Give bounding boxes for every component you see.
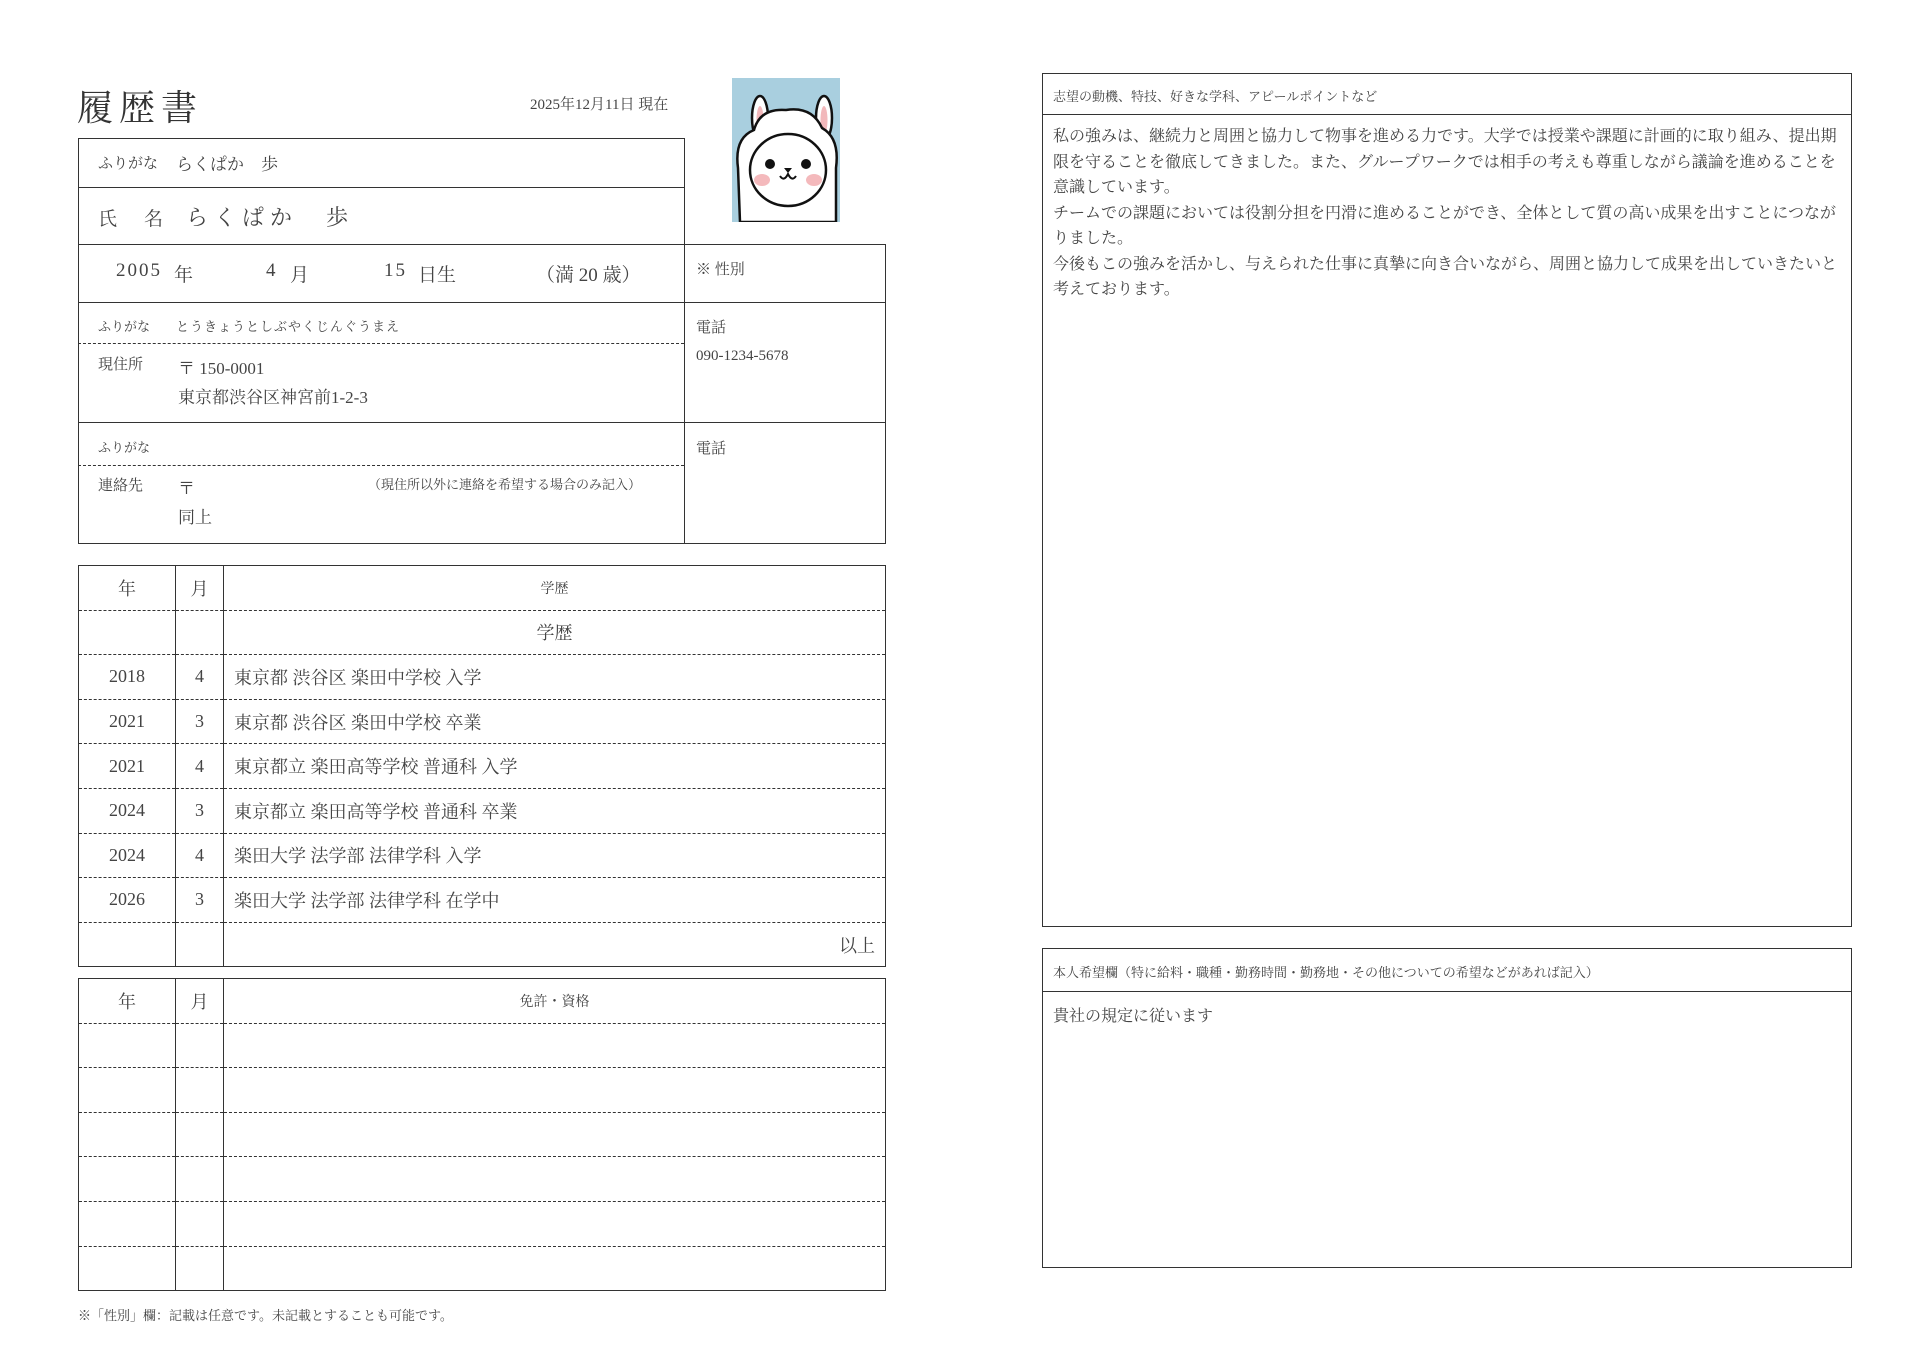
- footnote: ※「性別」欄：記載は任意です。未記載とすることも可能です。: [78, 1308, 453, 1323]
- name-label: 氏 名: [98, 209, 168, 230]
- birth-month-unit: 月: [290, 265, 310, 286]
- education-table: [78, 565, 886, 967]
- name-value[interactable]: らくぱか 歩: [186, 205, 355, 230]
- row-year[interactable]: 2021: [79, 744, 176, 789]
- header-year: 年: [118, 991, 136, 1012]
- photo: [732, 78, 840, 222]
- table-row: [79, 744, 886, 789]
- row-year[interactable]: 2024: [79, 833, 176, 878]
- contact-note: （現住所以外に連絡を希望する場合のみ記入）: [368, 477, 642, 492]
- address-phone-label: 電話: [696, 320, 727, 336]
- address-line[interactable]: 東京都渋谷区神宮前1-2-3: [178, 388, 368, 407]
- contact-furigana-label: ふりがな: [98, 440, 151, 455]
- gender-label: ※ 性別: [696, 262, 745, 278]
- contact-line[interactable]: 同上: [178, 508, 212, 527]
- row-month[interactable]: 3: [176, 788, 224, 833]
- row-text[interactable]: 東京都 渋谷区 楽田中学校 卒業: [224, 699, 886, 744]
- contact-phone-label: 電話: [696, 441, 727, 457]
- age: （満 20 歳）: [536, 265, 641, 286]
- table-row: [79, 788, 886, 833]
- table-row: [79, 1201, 886, 1246]
- table-header: [79, 566, 886, 611]
- row-year[interactable]: 2026: [79, 878, 176, 923]
- row-month[interactable]: 3: [176, 878, 224, 923]
- furigana-label: ふりがな: [98, 156, 159, 172]
- row-text[interactable]: 東京都立 楽田高等学校 普通科 卒業: [224, 788, 886, 833]
- table-row: [79, 1023, 886, 1068]
- table-header: [79, 979, 886, 1024]
- contact-label: 連絡先: [98, 478, 144, 494]
- table-row: [79, 1157, 886, 1202]
- motivation-label: 志望の動機、特技、好きな学科、アピールポイントなど: [1053, 89, 1378, 104]
- alpaca-photo-icon: [732, 78, 840, 222]
- row-text[interactable]: 楽田大学 法学部 法律学科 入学: [224, 833, 886, 878]
- table-row: [79, 610, 886, 655]
- header-license: 免許・資格: [224, 979, 886, 1024]
- motivation-text[interactable]: 私の強みは、継続力と周囲と協力して物事を進める力です。大学では授業や課題に計画的に取り組み、提出期限を守ることを徹底してきました。また、グループワークでは相手の考えも尊重しながら議論を進めることを意識しています。 チームでの課題においては役割分担を円滑に進めることができ、全体として質の高い成果を出すことにつながりました。 今後もこの強みを活かし、与えられた仕事に真摯に向き合いながら、周囲と協力して成果を出していきたいと考えております。: [1053, 128, 1838, 298]
- section-label: 学歴: [224, 610, 886, 655]
- name-furigana[interactable]: らくぱか 歩: [176, 155, 278, 174]
- birth-month[interactable]: 4: [266, 260, 276, 281]
- row-year[interactable]: 2018: [79, 655, 176, 700]
- table-row: [79, 655, 886, 700]
- birth-year-unit: 年: [174, 265, 194, 286]
- row-text[interactable]: 東京都立 楽田高等学校 普通科 入学: [224, 744, 886, 789]
- row-text[interactable]: 楽田大学 法学部 法律学科 在学中: [224, 878, 886, 923]
- birth-year[interactable]: 2005: [116, 260, 162, 281]
- row-month[interactable]: 4: [176, 833, 224, 878]
- wishes-text[interactable]: 貴社の規定に従います: [1053, 1008, 1214, 1025]
- row-month[interactable]: 4: [176, 655, 224, 700]
- address-furigana[interactable]: とうきょうとしぶやくじんぐうまえ: [176, 319, 401, 334]
- name-block: [78, 138, 685, 244]
- address-furigana-label: ふりがな: [98, 319, 151, 334]
- birth-day[interactable]: 15: [384, 260, 407, 281]
- table-row: [79, 878, 886, 923]
- row-text[interactable]: 東京都 渋谷区 楽田中学校 入学: [224, 655, 886, 700]
- row-year[interactable]: 2024: [79, 788, 176, 833]
- address-postal[interactable]: 〒 150-0001: [178, 359, 265, 378]
- end-label: 以上: [224, 922, 886, 967]
- address-label: 現住所: [98, 357, 144, 373]
- table-row: [79, 833, 886, 878]
- contact-postal[interactable]: 〒: [178, 479, 195, 498]
- wishes-box: [1042, 948, 1852, 1268]
- table-row: [79, 1246, 886, 1291]
- document-title: 履歴書: [77, 88, 204, 128]
- address-phone[interactable]: 090-1234-5678: [696, 348, 789, 364]
- table-row: [79, 699, 886, 744]
- header-month: 月: [176, 566, 224, 611]
- header-year: 年: [118, 578, 136, 599]
- row-year[interactable]: 2021: [79, 699, 176, 744]
- license-table: [78, 978, 886, 1291]
- document-date: 2025年12月11日 現在: [530, 97, 669, 113]
- header-education: 学歴: [224, 566, 886, 611]
- row-month[interactable]: 3: [176, 699, 224, 744]
- table-row: [79, 1112, 886, 1157]
- wishes-label: 本人希望欄（特に給料・職種・勤務時間・勤務地・その他についての希望などがあれば記入）: [1053, 965, 1599, 980]
- header-month: 月: [176, 979, 224, 1024]
- birth-day-unit: 日生: [418, 265, 457, 286]
- row-month[interactable]: 4: [176, 744, 224, 789]
- table-row: [79, 1068, 886, 1113]
- table-row: [79, 922, 886, 967]
